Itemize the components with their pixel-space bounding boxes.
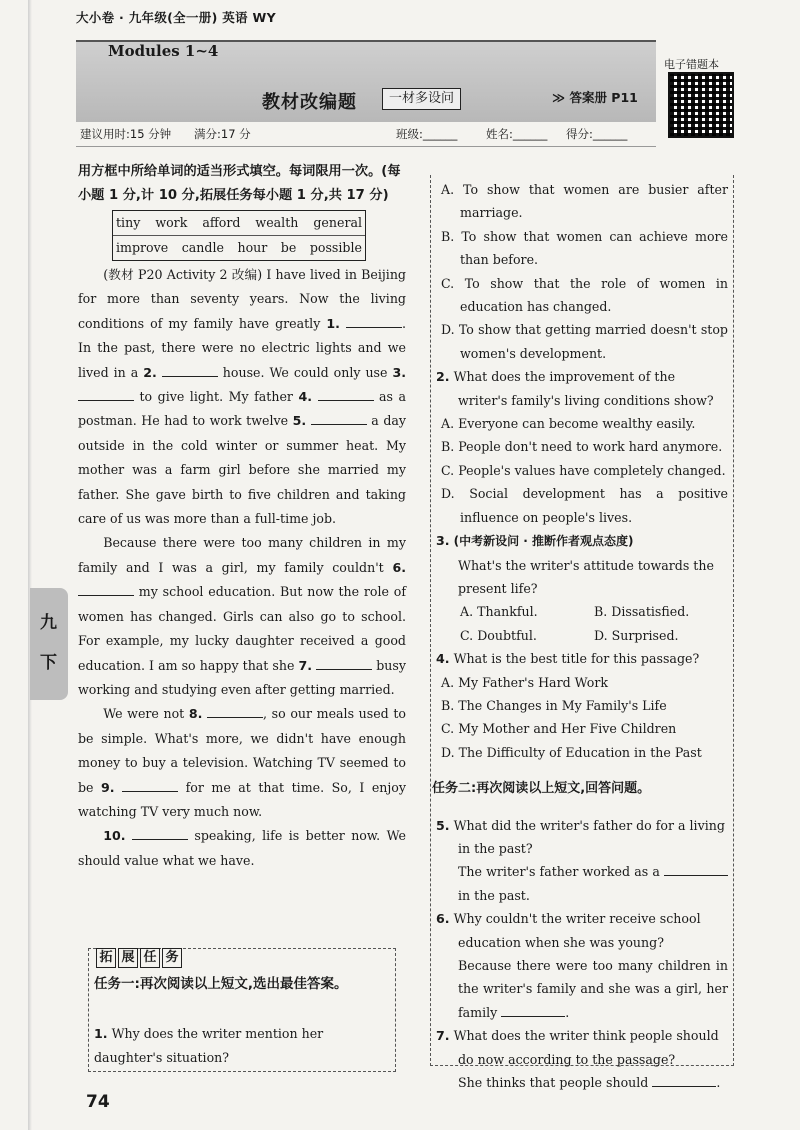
option[interactable]: A. Thankful. [460,604,538,620]
suggested-time: 建议用时:15 分钟 [80,127,172,141]
passage-paragraph-2: Because there were too many children in my family and I was a girl, my family couldn't 6. my school education. But now the role of women has changed. Girls can also go to school. For example, my lucky daughter received a good education. I am so happy that she 7. busy working and studying even after getting married. [78,535,406,697]
word: afford [202,215,241,230]
option[interactable]: B. Dissatisfied. [594,604,690,620]
blank-4[interactable] [318,388,374,401]
answer-7: She thinks that people should . [458,1075,721,1091]
question-6: 6. Why couldn't the writer receive school education when she was young? [436,911,701,950]
option-row [436,600,728,623]
option[interactable]: B. People don't need to work hard anymore. [441,439,723,455]
blank-9[interactable] [122,779,178,792]
option[interactable]: C. To show that the role of women in education has changed. [441,275,728,315]
question-2: 2. What does the improvement of the writer's family's living conditions show? [436,369,714,408]
grade-side-tab: 九 下 [30,588,68,700]
answer-reference: ≫ 答案册 P11 [552,90,638,105]
modules-label: Modules 1~4 [108,42,219,60]
word: work [155,215,188,230]
blank-10[interactable] [132,827,188,840]
section-tag: 一材多设问 [382,88,461,110]
option[interactable]: C. My Mother and Her Five Children [441,721,677,737]
info-bar [76,120,656,147]
option-row [436,624,728,647]
answer-blank-5[interactable] [664,863,728,876]
blank-3[interactable] [78,388,134,401]
section-title: 教材改编题 [262,92,357,113]
questions-column [432,178,728,1094]
option[interactable]: C. Doubtful. [460,627,537,643]
answer-5: The writer's father worked as a in the past. [436,860,728,907]
blank-2[interactable] [162,364,218,377]
option[interactable]: D. Social development has a positive influence on people's lives. [441,486,728,525]
class-field[interactable]: 班级:______ [396,127,458,141]
question-7: 7. What does the writer think people should do now according to the passage? [436,1028,719,1067]
blank-6[interactable] [78,583,134,596]
question-3: 3. (中考新设问 · 推断作者观点态度) What's the writer's attitude towards the present life? [436,533,714,596]
passage-paragraph-1: (教材 P20 Activity 2 改编) I have lived in Beijing for more than seventy years. Now the living conditions of my family have greatly 1. . In the past, there were no electric lights and we lived in a 2. house. We could only use 3. to give light. My father 4. as a postman. He had to work twelve 5. a day outside in the cold winter or summer heat. My mother was a farm girl before she married my father. She gave birth to five children and taking care of us was more than a full-time job. [78,267,407,527]
word: candle [181,240,224,255]
word-row [113,211,365,235]
word-row [113,235,365,260]
blank-1[interactable] [346,315,402,328]
page-edge-shadow [28,0,32,1130]
option[interactable]: C. People's values have completely changed. [441,462,726,478]
word: general [313,215,362,230]
option[interactable]: D. Surprised. [594,627,679,643]
question-4: 4. What is the best title for this passage? [436,651,700,667]
score-field[interactable]: 得分:______ [566,127,628,141]
book-title: 大小卷 · 九年级(全一册) 英语 WY [76,10,276,25]
name-field[interactable]: 姓名:______ [486,127,548,141]
blank-5[interactable] [311,412,367,425]
qr-label: 电子错题本 [664,58,719,71]
word: wealth [255,215,299,230]
answer-6: Because there were too many children in the writer's family and she was a girl, her family . [458,958,728,1020]
word-box [112,210,366,261]
option[interactable]: A. My Father's Hard Work [441,674,608,690]
passage-paragraph-4: 10. speaking, life is better now. We should value what we have. [78,828,406,868]
blank-8[interactable] [207,705,263,718]
passage-paragraph-3: We were not 8. , so our meals used to be simple. What's more, we didn't have enough money to buy a television. Watching TV seemed to be 9. for me at that time. So, I enjoy watching TV very much now. [78,706,406,819]
word: possible [309,240,362,255]
page-number: 74 [86,1092,110,1112]
word: be [280,240,297,255]
option[interactable]: B. To show that women can achieve more than before. [441,228,728,268]
option[interactable]: B. The Changes in My Family's Life [441,697,667,713]
task-two-instruction: 任务二:再次阅读以上短文,回答问题。 [432,781,651,797]
instruction: 用方框中所给单词的适当形式填空。每词限用一次。(每小题 1 分,计 10 分,拓展任务每小题 1 分,共 17 分) [78,164,401,203]
word: improve [116,240,169,255]
answer-blank-7[interactable] [652,1074,716,1087]
word: hour [237,240,268,255]
option[interactable]: D. To show that getting married doesn't stop women's development. [441,322,728,361]
passage-column [78,160,406,873]
option[interactable]: A. Everyone can become wealthy easily. [441,416,696,432]
question-5: 5. What did the writer's father do for a living in the past? [436,817,725,856]
full-score: 满分:17 分 [194,127,251,141]
expand-task-heading: 拓 展 任 务 [96,948,182,968]
blank-7[interactable] [316,657,372,670]
qr-code-icon[interactable] [668,72,734,138]
option[interactable]: D. The Difficulty of Education in the Past [441,744,702,760]
option[interactable]: A. To show that women are busier after marriage. [441,182,728,221]
task-one-instruction: 任务一:再次阅读以上短文,选出最佳答案。 [94,976,348,992]
word: tiny [116,215,141,230]
answer-blank-6[interactable] [501,1004,565,1017]
question-1: 1. Why does the writer mention her daughter's situation? [94,1026,324,1065]
